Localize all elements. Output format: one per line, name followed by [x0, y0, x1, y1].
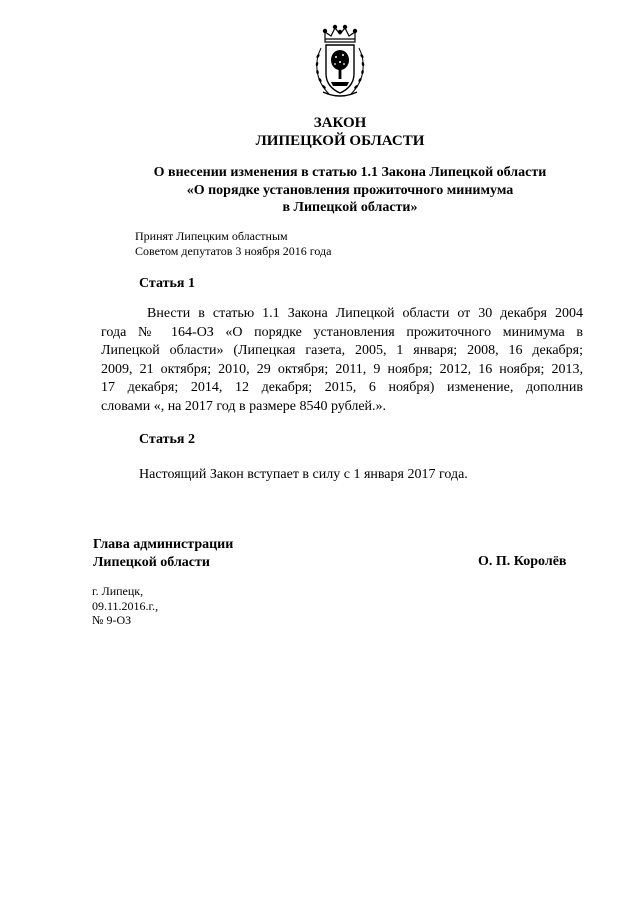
article-1-line: Липецкой области» (Липецкая газета, 2005, 1 января; 2008, 16 декабря;	[101, 343, 583, 359]
position-line: Липецкой области	[93, 554, 210, 570]
article-1-line: 2009, 21 октября; 2010, 29 октября; 2011, 9 ноября; 2012, 16 ноября; 2013,	[101, 361, 583, 377]
coat-of-arms-icon	[311, 24, 369, 100]
date: 09.11.2016.г.,	[92, 598, 159, 613]
article-1-heading: Статья 1	[139, 276, 195, 291]
adoption-line: Советом депутатов 3 ноября 2016 года	[135, 243, 332, 258]
subject-line: в Липецкой области»	[282, 200, 418, 215]
place-date-number	[92, 584, 158, 628]
article-1-line: Внести в статью 1.1 Закона Липецкой области от 30 декабря 2004	[147, 306, 583, 321]
law-number: № 9-ОЗ	[92, 613, 132, 627]
article-2-body: Настоящий Закон вступает в силу с 1 января 2017 года.	[139, 467, 468, 482]
signatory-position	[93, 536, 233, 571]
article-1-line: словами «, на 2017 год в размере 8540 рублей.».	[101, 398, 387, 414]
subject-line: О внесении изменения в статью 1.1 Закона Липецкой области	[153, 165, 547, 180]
article-1-line: года № 164-ОЗ «О порядке установления прожиточного минимума в	[101, 324, 583, 340]
law-subject	[80, 164, 620, 217]
subject-line: «О порядке установления прожиточного минимума	[186, 182, 514, 198]
law-region-title: ЛИПЕЦКОЙ ОБЛАСТИ	[255, 133, 425, 149]
signatory-name: О. П. Королёв	[478, 554, 567, 569]
article-1-line: 17 декабря; 2014, 12 декабря; 2015, 6 ноября) изменение, дополнив	[101, 380, 583, 396]
adoption-line: Принят Липецким областным	[135, 229, 288, 243]
article-2-heading: Статья 2	[139, 432, 195, 447]
law-title: ЗАКОН	[313, 115, 367, 131]
position-line: Глава администрации	[93, 537, 234, 552]
article-1-body	[101, 305, 583, 417]
adoption-note	[135, 229, 331, 258]
city: г. Липецк,	[92, 584, 144, 598]
